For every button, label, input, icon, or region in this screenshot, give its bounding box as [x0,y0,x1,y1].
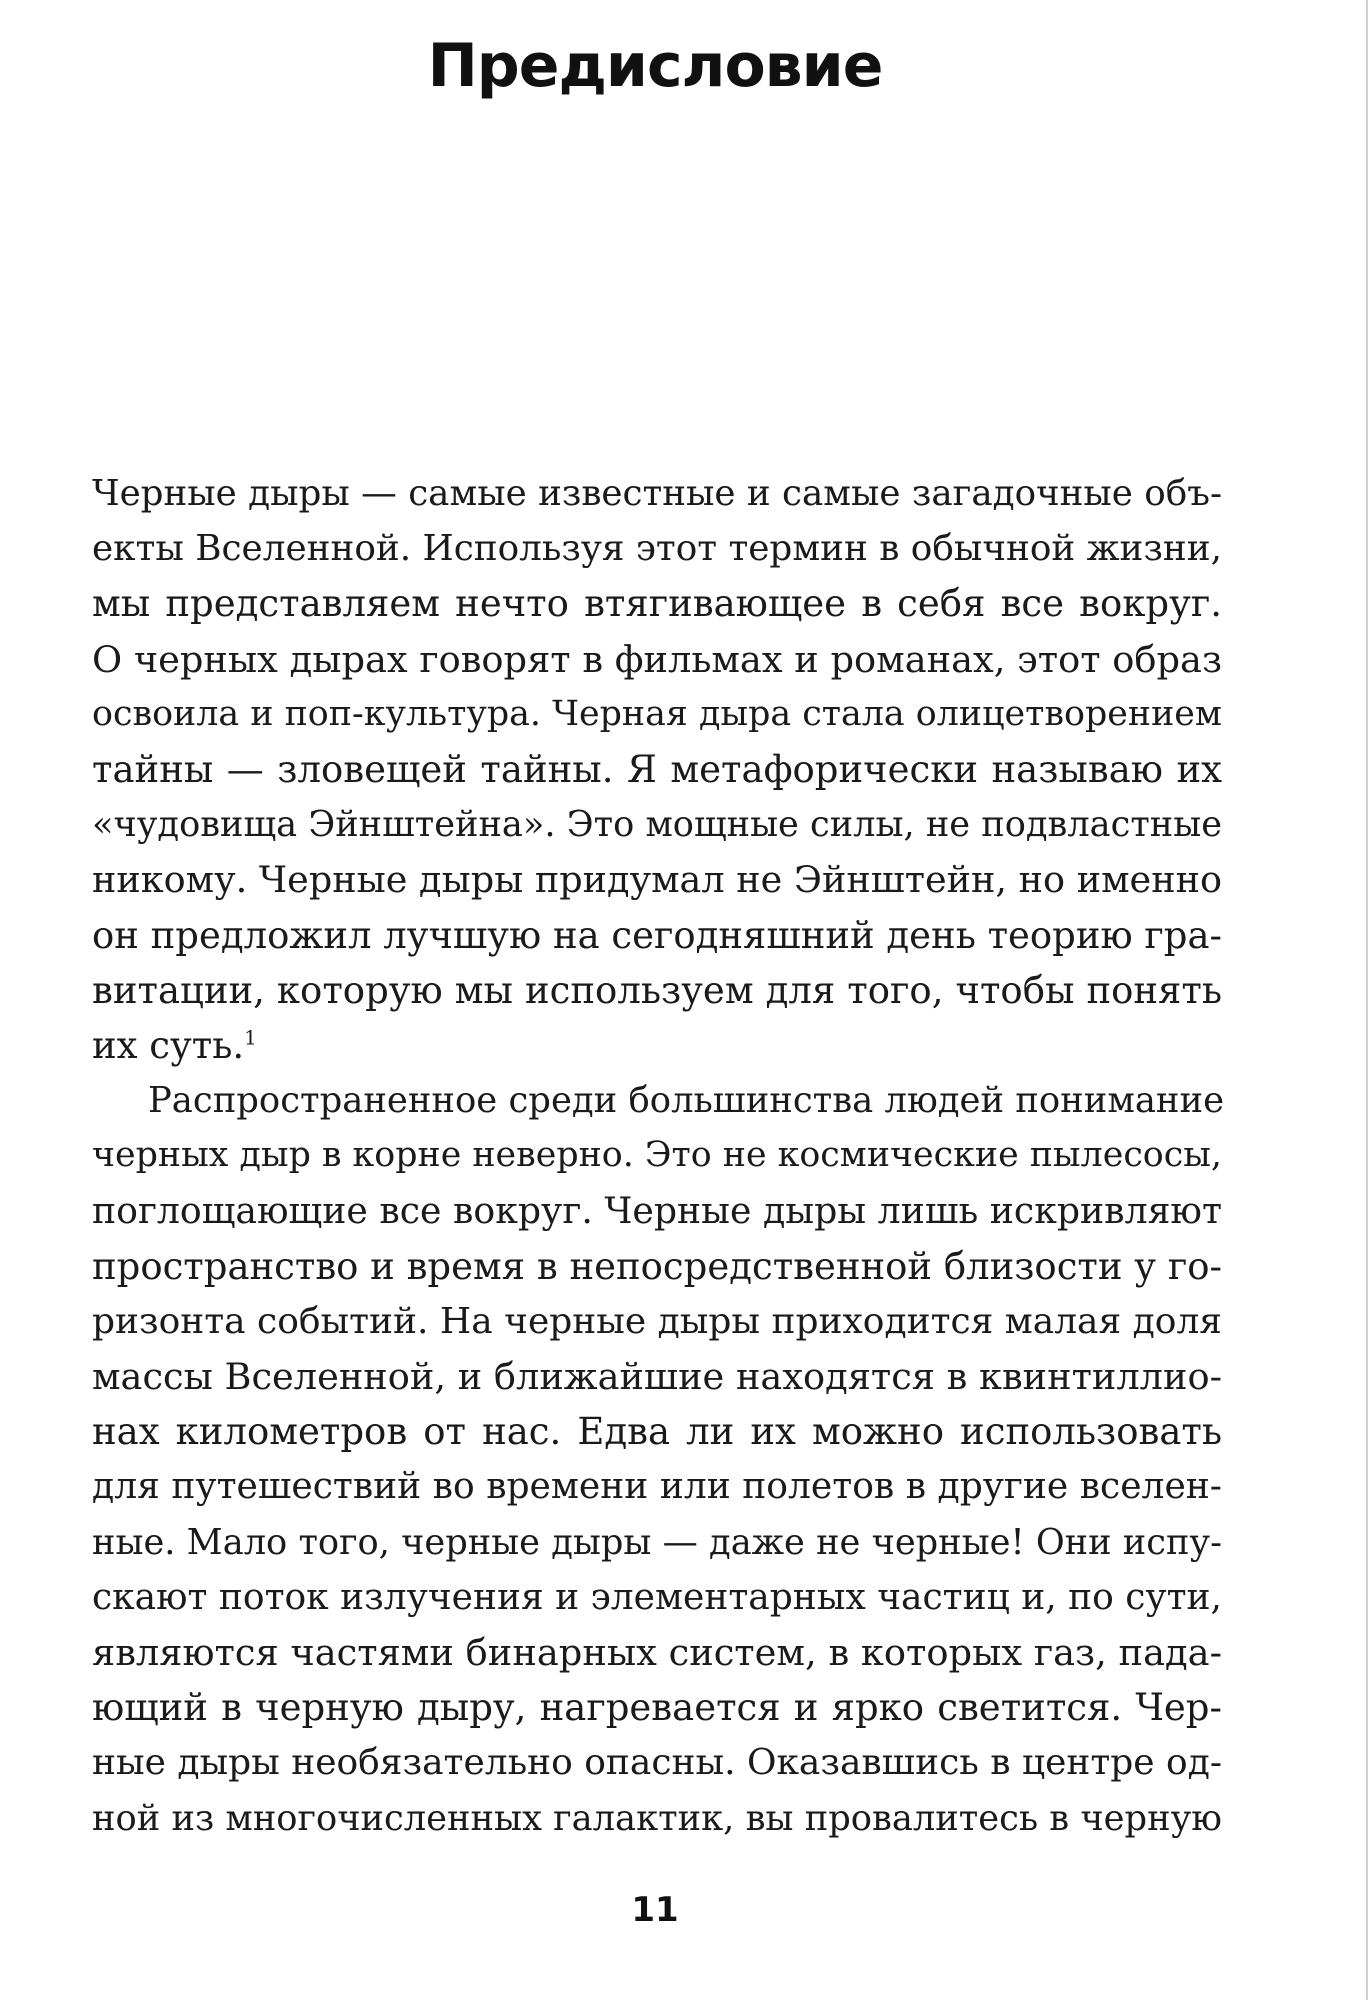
text-line: тайны — зловещей тайны. Я метафорически называю их [92,747,1222,791]
text-line: для путешествий во времени или полетов в другие вселен- [92,1465,1222,1508]
text-line: пространство и время в непосредственной близости у го- [92,1244,1222,1288]
text-line: екты Вселенной. Используя этот термин в обычной жизни, [92,528,1222,570]
text-line: нах километров от нас. Едва ли их можно использовать [92,1410,1222,1454]
text-line: ризонта событий. На черные дыры приходится малая доля [92,1300,1222,1342]
footnote-marker[interactable]: 1 [244,1025,257,1050]
text-line: он предложил лучшую на сегодняшний день теорию гра- [92,913,1222,957]
text-line: массы Вселенной, и ближайшие находятся в квинтиллио- [92,1355,1222,1398]
text-line: поглощающие все вокруг. Черные дыры лишь искривляют [92,1189,1222,1233]
paragraph-2 [92,1073,1225,1846]
text-line: никому. Черные дыры придумал не Эйнштейн, но именно [92,858,1222,902]
body-text [92,466,1225,1846]
text-line: черных дыр в корне неверно. Это не космические пылесосы, [92,1135,1222,1176]
text-line: О черных дырах говорят в фильмах и романах, этот образ [92,637,1222,681]
text-line: являются частями бинарных систем, в которых газ, пада- [92,1630,1222,1674]
text-line: витации, которую мы используем для того, чтобы понять [92,968,1222,1012]
text-line: ные дыры необязательно опасны. Оказавшись в центре од- [92,1742,1222,1784]
text-line: ной из многочисленных галактик, вы провалитесь в черную [92,1797,1222,1839]
text-line: Черные дыры — самые известные и самые загадочные объ- [92,473,1222,514]
text-line: ные. Мало того, черные дыры — даже не черные! Они испу- [92,1521,1222,1563]
text-line: ющий в черную дыру, нагревается и ярко светится. Чер- [92,1686,1222,1730]
page-number: 11 [631,1890,679,1930]
text-line: мы представляем нечто втягивающее в себя все вокруг. [92,582,1222,626]
text-line: «чудовища Эйнштейна». Это мощные силы, не подвластные [92,804,1222,846]
text-line-content: их суть. [92,1023,245,1067]
chapter-title: Предисловие [427,31,883,101]
paragraph-1 [92,466,1222,1073]
text-line: Распространенное среди большинства людей понимание [148,1080,1225,1122]
text-line: скают поток излучения и элементарных частиц и, по сути, [92,1576,1222,1618]
text-line: освоила и поп-культура. Черная дыра стала олицетворением [92,693,1222,734]
text-line-with-footnote [92,1018,1222,1073]
